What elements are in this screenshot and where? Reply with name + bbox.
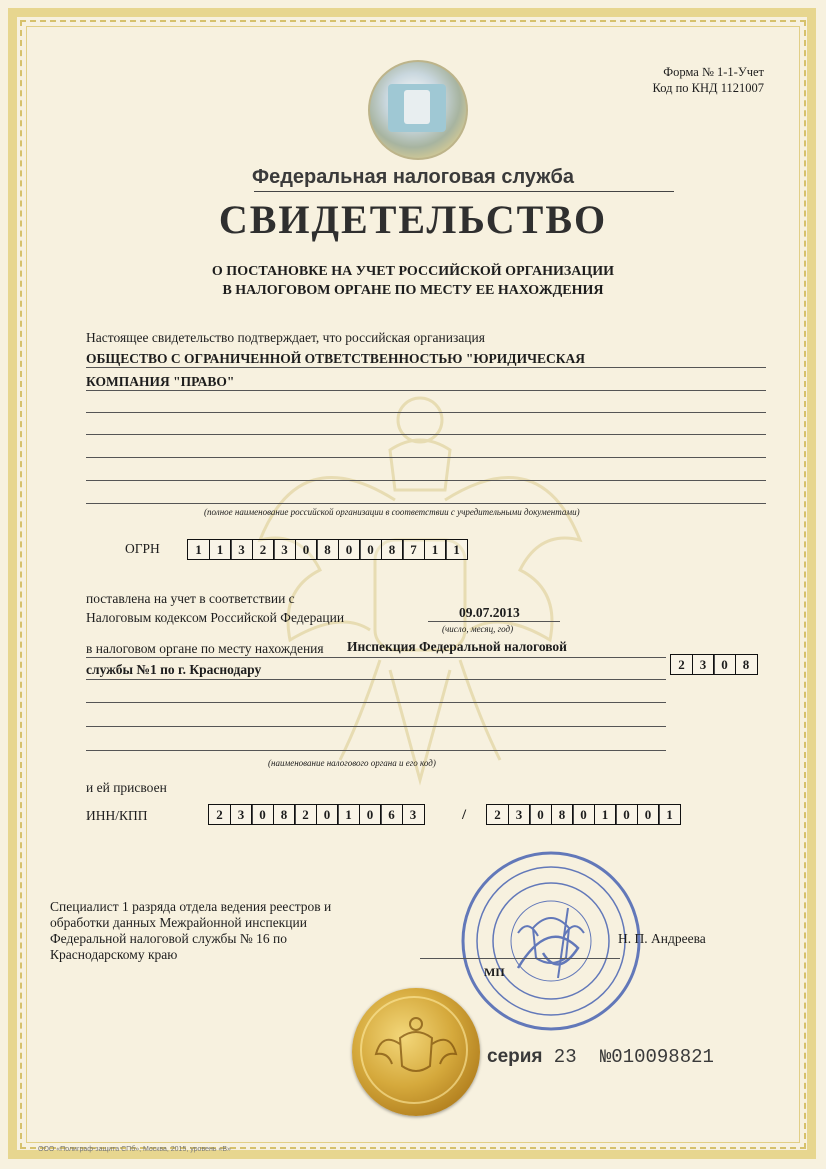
ogrn-digit: 0 xyxy=(295,539,318,560)
ogrn-digit: 1 xyxy=(209,539,232,560)
signatory-position-3: Федеральной налоговой службы № 16 по xyxy=(50,931,287,946)
form-code xyxy=(653,64,764,96)
certificate-number: №010098821 xyxy=(599,1046,714,1068)
series-block xyxy=(487,1046,714,1068)
form-number: Форма № 1-1-Учет xyxy=(663,65,764,79)
ogrn-cells xyxy=(187,539,467,560)
agency-name: Федеральная налоговая служба xyxy=(252,166,574,188)
series-label: серия xyxy=(487,1046,543,1067)
eagle-watermark-icon xyxy=(240,380,600,800)
ogrn-digit: 8 xyxy=(316,539,339,560)
authority-code-digit: 0 xyxy=(713,654,736,675)
ogrn-digit: 2 xyxy=(252,539,275,560)
inn-digit: 1 xyxy=(337,804,360,825)
official-stamp-icon xyxy=(458,848,644,1034)
org-name-line-2: КОМПАНИЯ "ПРАВО" xyxy=(86,374,235,389)
page-title: СВИДЕТЕЛЬСТВО xyxy=(218,197,608,242)
kpp-digit: 3 xyxy=(508,804,531,825)
field-line xyxy=(86,750,666,751)
inn-digit: 3 xyxy=(402,804,425,825)
inn-digit: 8 xyxy=(273,804,296,825)
signature-line xyxy=(420,958,620,959)
subtitle xyxy=(0,262,826,300)
org-name-line-1: ОБЩЕСТВО С ОГРАНИЧЕННОЙ ОТВЕТСТВЕННОСТЬЮ "ЮРИДИЧЕСКАЯ xyxy=(86,351,586,366)
ogrn-digit: 8 xyxy=(381,539,404,560)
field-line xyxy=(86,679,666,680)
inn-digit: 2 xyxy=(208,804,231,825)
inn-digit: 6 xyxy=(380,804,403,825)
field-line xyxy=(86,503,766,504)
ogrn-digit: 1 xyxy=(424,539,447,560)
ogrn-label: ОГРН xyxy=(125,541,160,556)
kpp-digit: 0 xyxy=(637,804,660,825)
hologram-emblem-icon xyxy=(368,60,468,160)
ogrn-digit: 3 xyxy=(273,539,296,560)
series-code: 23 xyxy=(553,1046,577,1068)
signatory-position-1: Специалист 1 разряда отдела ведения реестров и xyxy=(50,899,332,914)
field-line xyxy=(86,367,766,368)
registered-text-2: Налоговым кодексом Российской Федерации xyxy=(86,610,345,625)
inn-digit: 0 xyxy=(359,804,382,825)
field-line xyxy=(86,390,766,391)
authority-caption: (наименование налогового органа и его код) xyxy=(268,758,436,768)
signatory-position-4: Краснодарскому краю xyxy=(50,947,178,962)
field-line xyxy=(86,726,666,727)
field-line xyxy=(86,457,766,458)
gold-seal-icon xyxy=(352,988,480,1116)
divider xyxy=(254,191,674,192)
org-name-caption: (полное наименование российской организации в соответствии с учредительными документами) xyxy=(204,507,580,517)
date-caption: (число, месяц, год) xyxy=(442,624,514,634)
kpp-digit: 0 xyxy=(572,804,595,825)
ogrn-digit: 1 xyxy=(187,539,210,560)
signatory-name: Н. П. Андреева xyxy=(618,931,706,946)
inn-digit: 0 xyxy=(316,804,339,825)
inn-kpp-label: ИНН/КПП xyxy=(86,808,148,823)
subtitle-line-1: О ПОСТАНОВКЕ НА УЧЕТ РОССИЙСКОЙ ОРГАНИЗАЦИИ xyxy=(211,264,615,279)
authority-code-digit: 3 xyxy=(692,654,715,675)
inn-kpp-separator: / xyxy=(462,807,467,823)
kpp-digit: 2 xyxy=(486,804,509,825)
kpp-digit: 1 xyxy=(594,804,617,825)
kpp-digit: 0 xyxy=(529,804,552,825)
kpp-cells xyxy=(486,804,680,825)
ogrn-digit: 3 xyxy=(230,539,253,560)
kpp-digit: 0 xyxy=(615,804,638,825)
assigned-text: и ей присвоен xyxy=(86,780,167,795)
ogrn-digit: 0 xyxy=(338,539,361,560)
field-line xyxy=(86,702,666,703)
authority-code-digit: 2 xyxy=(670,654,693,675)
inn-digit: 0 xyxy=(251,804,274,825)
field-line xyxy=(86,434,766,435)
inn-digit: 3 xyxy=(230,804,253,825)
printer-info: ООО «Полиграф-защита СПб», Москва, 2015, уровень «В» xyxy=(38,1146,231,1153)
registered-text-1: поставлена на учет в соответствии с xyxy=(86,591,295,606)
ogrn-digit: 0 xyxy=(359,539,382,560)
authority-code-digit: 8 xyxy=(735,654,758,675)
authority-name-line-1: Инспекция Федеральной налоговой xyxy=(347,639,567,654)
inn-digit: 2 xyxy=(294,804,317,825)
kpp-digit: 1 xyxy=(658,804,681,825)
inn-cells xyxy=(208,804,423,825)
field-line xyxy=(86,657,666,658)
mp-label: МП xyxy=(484,965,505,979)
knd-code: Код по КНД 1121007 xyxy=(652,81,764,95)
kpp-digit: 8 xyxy=(551,804,574,825)
field-line xyxy=(86,480,766,481)
authority-intro: в налоговом органе по месту нахождения xyxy=(86,641,324,656)
authority-name-line-2: службы №1 по г. Краснодару xyxy=(86,662,262,677)
subtitle-line-2: В НАЛОГОВОМ ОРГАНЕ ПО МЕСТУ ЕЕ НАХОЖДЕНИЯ xyxy=(222,283,604,298)
ogrn-digit: 1 xyxy=(445,539,468,560)
field-line xyxy=(86,412,766,413)
authority-code-cells xyxy=(670,654,756,675)
date-line xyxy=(428,621,560,622)
ogrn-digit: 7 xyxy=(402,539,425,560)
intro-text: Настоящее свидетельство подтверждает, что российская организация xyxy=(86,330,485,345)
signatory-position-2: обработки данных Межрайонной инспекции xyxy=(50,915,307,930)
registration-date: 09.07.2013 xyxy=(459,605,520,620)
